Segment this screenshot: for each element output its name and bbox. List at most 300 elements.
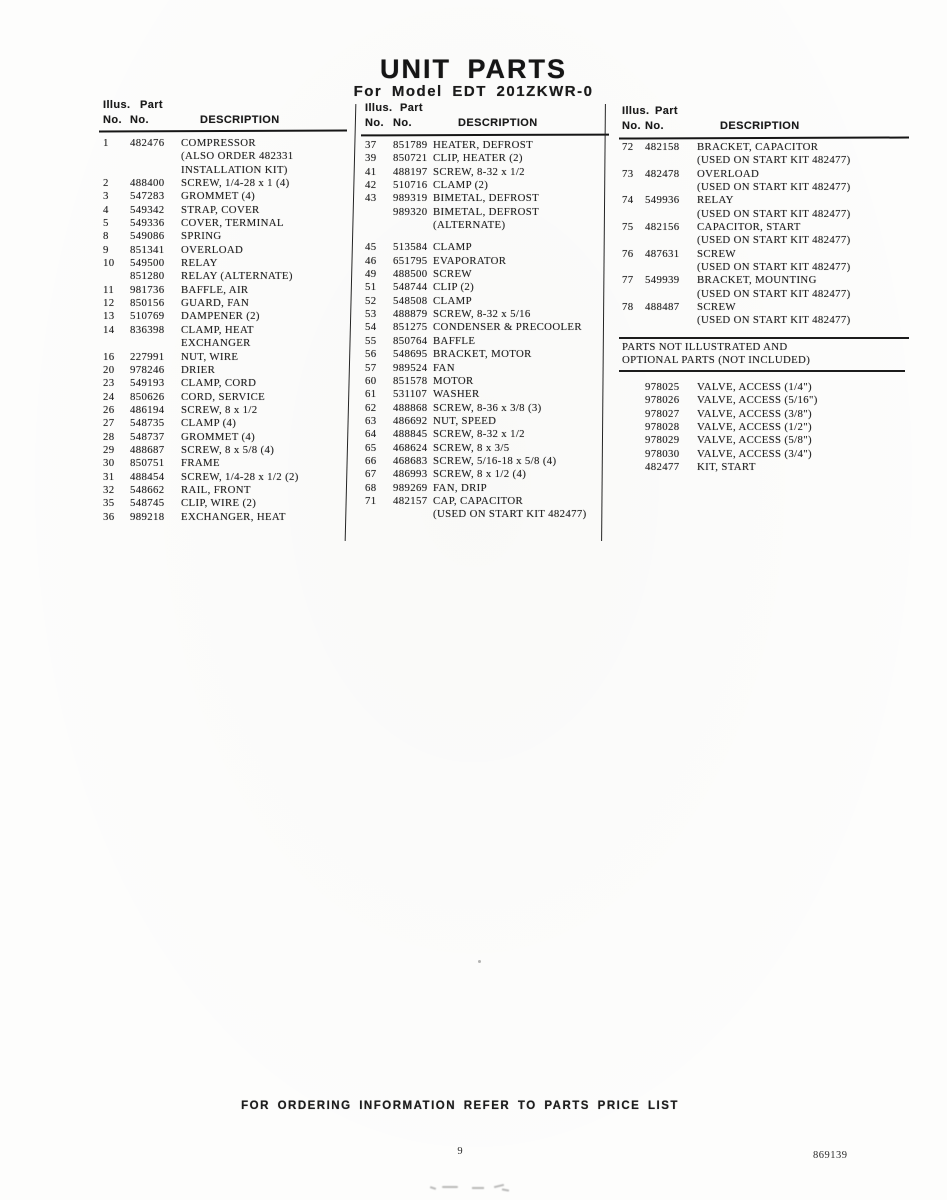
part-description: COVER, TERMINAL: [181, 217, 284, 230]
part-no: 989524: [393, 361, 428, 374]
table-row: [100, 257, 352, 270]
part-no: 548744: [393, 281, 428, 294]
illus-no: 31: [103, 470, 115, 483]
part-no: 549193: [130, 377, 165, 390]
illus-no: 76: [622, 247, 634, 260]
part-description: RELAY: [181, 257, 218, 270]
table-row: [362, 442, 608, 455]
table-row: [620, 221, 910, 234]
table-row: [620, 154, 910, 167]
illus-header-label: Illus.: [365, 102, 393, 114]
header-line-2: [620, 120, 910, 135]
part-no: 978028: [645, 421, 680, 434]
header-line-1: [100, 99, 352, 114]
ordering-note: FOR ORDERING INFORMATION REFER TO PARTS PRICE LIST: [241, 1100, 679, 1112]
part-no: 488845: [393, 428, 428, 441]
part-no: 548508: [393, 294, 428, 307]
part-no: 851341: [130, 243, 165, 256]
table-row: [620, 421, 910, 434]
part-no: 851275: [393, 321, 428, 334]
illus-no: 67: [365, 468, 377, 481]
table-row: [100, 364, 352, 377]
part-description: SCREW: [433, 268, 472, 281]
part-no: 978029: [645, 434, 680, 447]
table-row: [100, 377, 352, 390]
scan-smudge-artifact: [428, 1183, 518, 1193]
illus-no: 28: [103, 430, 115, 443]
illus-no: 75: [622, 221, 634, 234]
part-description: VALVE, ACCESS (1/4"): [697, 381, 812, 393]
illus-no: 29: [103, 443, 115, 456]
part-no-label: No.: [393, 117, 412, 129]
part-description: (USED ON START KIT 482477): [697, 234, 851, 247]
part-description: HEATER, DEFROST: [433, 139, 534, 151]
table-row: [620, 434, 910, 447]
part-description: (ALSO ORDER 482331: [181, 150, 294, 163]
part-description: OVERLOAD: [181, 243, 244, 256]
illus-no: 65: [365, 441, 377, 454]
scan-dot-artifact: [478, 960, 481, 963]
part-description: SCREW, 8 x 1/2 (4): [433, 468, 527, 481]
table-row: [100, 337, 352, 350]
part-no: 850626: [130, 390, 165, 403]
table-row: [620, 141, 910, 154]
illus-no: 35: [103, 497, 115, 510]
illus-no: 72: [622, 141, 634, 153]
illus-no: 64: [365, 428, 377, 441]
part-description: SCREW, 8 x 1/2: [181, 403, 258, 416]
part-no: 978027: [645, 407, 680, 420]
parts-column-1: [100, 99, 352, 524]
part-description: BRACKET, MOUNTING: [697, 274, 817, 287]
part-no: 549936: [645, 194, 680, 207]
illus-no: 37: [365, 139, 377, 151]
illus-no: 27: [103, 417, 115, 430]
table-row: [362, 219, 608, 232]
part-description: INSTALLATION KIT): [181, 163, 288, 176]
table-row: [362, 152, 608, 165]
part-no: 488487: [645, 301, 680, 314]
part-no: 850156: [130, 297, 165, 310]
table-row: [100, 177, 352, 190]
table-row: [100, 284, 352, 297]
illus-no-label: No.: [103, 114, 122, 126]
illus-no: 8: [103, 230, 109, 243]
part-description: SCREW, 5/16-18 x 5/8 (4): [433, 454, 557, 467]
illus-no: 41: [365, 165, 377, 178]
part-description: SCREW, 8 x 3/5: [433, 441, 510, 454]
part-no: 651795: [393, 254, 428, 267]
illus-no: 66: [365, 454, 377, 467]
illus-no: 14: [103, 323, 115, 336]
part-description: RELAY: [697, 194, 734, 207]
part-no: 487631: [645, 247, 680, 260]
part-no: 482156: [645, 221, 680, 234]
illus-no: 46: [365, 254, 377, 267]
illus-no: 39: [365, 152, 377, 165]
column-header: [620, 105, 910, 135]
part-no: 488500: [393, 268, 428, 281]
part-no: 549500: [130, 257, 165, 270]
not-illustrated-heading-line2: OPTIONAL PARTS (NOT INCLUDED): [622, 354, 811, 367]
header-line-1: [620, 105, 910, 120]
header-line-2: [362, 117, 608, 132]
table-row: [620, 168, 910, 181]
illus-no: 11: [103, 283, 115, 296]
table-row: [362, 281, 608, 294]
part-no: 989218: [130, 510, 165, 523]
part-no: 981736: [130, 283, 165, 296]
illus-no: 16: [103, 350, 115, 363]
table-row: [100, 137, 352, 150]
part-no: 488879: [393, 308, 428, 321]
part-description: (USED ON START KIT 482477): [697, 207, 851, 220]
part-description: (USED ON START KIT 482477): [433, 508, 587, 521]
part-no: 486993: [393, 468, 428, 481]
part-description: CLAMP (2): [433, 179, 489, 192]
part-no: 513584: [393, 241, 428, 254]
table-row: [362, 388, 608, 401]
part-description: CAPACITOR, START: [697, 221, 801, 234]
header-rule: [619, 136, 909, 139]
part-no: 851789: [393, 139, 428, 151]
illus-no: 3: [103, 190, 109, 203]
part-no: 488197: [393, 165, 428, 178]
table-row: [620, 274, 910, 287]
part-no: 548737: [130, 430, 165, 443]
table-row: [100, 471, 352, 484]
part-no: 989319: [393, 192, 428, 205]
table-row: [620, 261, 910, 274]
part-description: CLIP (2): [433, 281, 475, 294]
table-row: [100, 230, 352, 243]
illus-no: 74: [622, 194, 634, 207]
illus-no: 26: [103, 403, 115, 416]
part-description: VALVE, ACCESS (5/8"): [697, 434, 812, 447]
part-no: 549086: [130, 230, 165, 243]
illus-no: 42: [365, 179, 377, 192]
part-description: OVERLOAD: [697, 167, 760, 180]
parts-rows: [362, 139, 608, 522]
part-description: GUARD, FAN: [181, 297, 250, 310]
table-row: [620, 301, 910, 314]
table-row: [362, 139, 608, 152]
header-line-1: [362, 102, 608, 117]
part-description: VALVE, ACCESS (3/4"): [697, 447, 812, 460]
illus-no: 24: [103, 390, 115, 403]
part-no: 989320: [393, 205, 428, 218]
table-row: [100, 391, 352, 404]
part-description: CONDENSER & PRECOOLER: [433, 321, 582, 334]
part-description: (USED ON START KIT 482477): [697, 181, 851, 194]
table-row: [362, 468, 608, 481]
part-header-label: Part: [140, 99, 163, 111]
table-row: [362, 308, 608, 321]
illus-no: 55: [365, 334, 377, 347]
illus-no: 2: [103, 177, 109, 190]
part-no: 548662: [130, 483, 165, 496]
parts-rows: [620, 141, 910, 328]
header-line-2: [100, 114, 352, 129]
table-row: [620, 248, 910, 261]
illus-no: 77: [622, 274, 634, 287]
description-label: DESCRIPTION: [458, 117, 538, 129]
part-description: MOTOR: [433, 374, 474, 387]
part-description: SCREW: [697, 247, 736, 260]
illus-no: 43: [365, 192, 377, 205]
table-row: [362, 455, 608, 468]
not-illustrated-heading: [622, 341, 810, 368]
illus-no: 52: [365, 294, 377, 307]
part-no: 227991: [130, 350, 165, 363]
table-row: [100, 204, 352, 217]
table-row: [362, 508, 608, 521]
part-no: 488454: [130, 470, 165, 483]
part-no: 549939: [645, 274, 680, 287]
part-description: CLIP, HEATER (2): [433, 152, 523, 165]
part-no: 468683: [393, 454, 428, 467]
part-no: 978026: [645, 394, 680, 407]
table-row: [100, 404, 352, 417]
part-description: GROMMET (4): [181, 190, 256, 203]
part-description: SCREW, 8-32 x 1/2: [433, 165, 525, 178]
table-row: [620, 194, 910, 207]
table-row: [100, 244, 352, 257]
part-description: CLIP, WIRE (2): [181, 497, 257, 510]
table-row: [620, 448, 910, 461]
part-no: 486692: [393, 414, 428, 427]
table-row: [620, 381, 910, 394]
part-no: 549342: [130, 203, 165, 216]
illus-no: 45: [365, 241, 377, 254]
part-no: 978030: [645, 447, 680, 460]
part-description: SCREW, 1/4-28 x 1 (4): [181, 177, 290, 190]
illus-no: 54: [365, 321, 377, 334]
part-description: CLAMP, HEAT: [181, 323, 254, 336]
part-description: BIMETAL, DEFROST: [433, 192, 540, 205]
part-no: 851280: [130, 270, 165, 283]
illus-no-label: No.: [622, 120, 641, 132]
part-no: 548735: [130, 417, 165, 430]
part-description: SCREW, 8-36 x 3/8 (3): [433, 401, 542, 414]
not-illustrated-heading-line1: PARTS NOT ILLUSTRATED AND: [622, 341, 788, 353]
table-row: [362, 402, 608, 415]
part-description: BAFFLE, AIR: [181, 283, 249, 296]
illus-no: 68: [365, 481, 377, 494]
part-description: BAFFLE: [433, 334, 476, 347]
section-rule-top: [619, 337, 909, 339]
part-no: 850764: [393, 334, 428, 347]
part-description: DRIER: [181, 363, 216, 376]
part-description: NUT, SPEED: [433, 414, 497, 427]
part-description: VALVE, ACCESS (3/8"): [697, 407, 812, 420]
part-no: 547283: [130, 190, 165, 203]
part-description: SCREW, 8-32 x 5/16: [433, 308, 531, 321]
illus-no: 61: [365, 388, 377, 401]
part-description: BIMETAL, DEFROST: [433, 205, 540, 218]
part-description: WASHER: [433, 388, 480, 401]
table-row: [620, 461, 910, 474]
part-no: 548745: [130, 497, 165, 510]
illus-no: 56: [365, 348, 377, 361]
part-no: 488687: [130, 443, 165, 456]
row-spacer: [362, 232, 608, 241]
part-no: 486194: [130, 403, 165, 416]
table-row: [362, 348, 608, 361]
table-row: [362, 295, 608, 308]
illus-no: 73: [622, 167, 634, 180]
part-description: BRACKET, CAPACITOR: [697, 141, 819, 153]
part-description: FAN: [433, 361, 455, 374]
illus-no: 36: [103, 510, 115, 523]
part-no: 850721: [393, 152, 428, 165]
part-no: 482477: [645, 461, 680, 474]
table-row: [100, 217, 352, 230]
part-no: 549336: [130, 217, 165, 230]
illus-header-label: Illus.: [622, 105, 650, 117]
table-row: [362, 362, 608, 375]
part-description: COMPRESSOR: [181, 137, 256, 149]
part-description: DAMPENER (2): [181, 310, 260, 323]
table-row: [362, 166, 608, 179]
part-description: RELAY (ALTERNATE): [181, 270, 293, 283]
part-description: STRAP, COVER: [181, 203, 260, 216]
illus-no: 63: [365, 414, 377, 427]
table-row: [362, 415, 608, 428]
part-description: (USED ON START KIT 482477): [697, 261, 851, 274]
part-no: 482476: [130, 137, 165, 149]
illus-no: 10: [103, 257, 115, 270]
table-row: [100, 351, 352, 364]
part-description: SCREW, 1/4-28 x 1/2 (2): [181, 470, 299, 483]
part-description: RAIL, FRONT: [181, 483, 251, 496]
part-header-label: Part: [655, 105, 678, 117]
illus-no: 20: [103, 363, 115, 376]
table-row: [362, 192, 608, 205]
table-row: [620, 181, 910, 194]
illus-no: 13: [103, 310, 115, 323]
table-row: [362, 428, 608, 441]
part-description: CLAMP: [433, 241, 472, 254]
table-row: [362, 206, 608, 219]
table-row: [100, 457, 352, 470]
illus-no: 4: [103, 203, 109, 216]
table-row: [100, 270, 352, 283]
illus-no: 78: [622, 301, 634, 314]
part-no: 482157: [393, 494, 428, 507]
part-no-label: No.: [130, 114, 149, 126]
illus-no-label: No.: [365, 117, 384, 129]
part-description: EXCHANGER: [181, 337, 251, 350]
part-description: CLAMP: [433, 294, 472, 307]
table-row: [362, 241, 608, 254]
table-row: [100, 511, 352, 524]
part-no: 488868: [393, 401, 428, 414]
table-row: [100, 310, 352, 323]
part-description: SCREW: [697, 301, 736, 314]
table-row: [362, 482, 608, 495]
parts-rows: [100, 137, 352, 524]
part-description: (USED ON START KIT 482477): [697, 287, 851, 300]
illus-no: 32: [103, 483, 115, 496]
part-description: FRAME: [181, 457, 220, 470]
part-no: 482478: [645, 167, 680, 180]
description-label: DESCRIPTION: [200, 114, 280, 126]
part-no: 978025: [645, 381, 680, 393]
part-description: SCREW, 8 x 5/8 (4): [181, 443, 275, 456]
illus-no: 71: [365, 494, 377, 507]
illus-header-label: Illus.: [103, 99, 131, 111]
table-row: [100, 417, 352, 430]
part-no: 468624: [393, 441, 428, 454]
part-description: VALVE, ACCESS (5/16"): [697, 394, 818, 407]
table-row: [620, 394, 910, 407]
table-row: [362, 375, 608, 388]
illus-no: 53: [365, 308, 377, 321]
part-no: 989269: [393, 481, 428, 494]
part-description: (USED ON START KIT 482477): [697, 314, 851, 327]
part-description: (USED ON START KIT 482477): [697, 154, 851, 167]
table-row: [362, 268, 608, 281]
table-row: [620, 208, 910, 221]
column-header: [362, 102, 608, 132]
table-row: [100, 484, 352, 497]
table-row: [100, 150, 352, 163]
part-no: 510716: [393, 179, 428, 192]
table-row: [362, 321, 608, 334]
illus-no: 51: [365, 281, 377, 294]
part-description: FAN, DRIP: [433, 481, 487, 494]
part-description: SPRING: [181, 230, 222, 243]
table-row: [100, 497, 352, 510]
not-illustrated-rows: [620, 381, 910, 474]
part-description: EXCHANGER, HEAT: [181, 510, 286, 523]
page-number: 9: [457, 1146, 463, 1157]
illus-no: 60: [365, 374, 377, 387]
part-description: CORD, SERVICE: [181, 390, 266, 403]
part-no: 510769: [130, 310, 165, 323]
model-subtitle: For Model EDT 201ZKWR-0: [353, 83, 594, 100]
part-no: 548695: [393, 348, 428, 361]
illus-no: 62: [365, 401, 377, 414]
parts-column-2: [362, 102, 608, 522]
table-row: [100, 190, 352, 203]
table-row: [362, 179, 608, 192]
part-no-label: No.: [645, 120, 664, 132]
part-description: BRACKET, MOTOR: [433, 348, 532, 361]
illus-no: 49: [365, 268, 377, 281]
table-row: [100, 297, 352, 310]
table-row: [620, 288, 910, 301]
part-no: 531107: [393, 388, 428, 401]
table-row: [362, 255, 608, 268]
illus-no: 1: [103, 137, 109, 149]
part-description: (ALTERNATE): [433, 219, 506, 232]
illus-no: 30: [103, 457, 115, 470]
table-row: [620, 408, 910, 421]
table-row: [620, 234, 910, 247]
part-description: GROMMET (4): [181, 430, 256, 443]
part-no: 850751: [130, 457, 165, 470]
part-description: KIT, START: [697, 461, 756, 474]
illus-no: 23: [103, 377, 115, 390]
header-rule: [361, 133, 609, 136]
illus-no: 9: [103, 243, 109, 256]
description-label: DESCRIPTION: [720, 120, 800, 132]
part-description: VALVE, ACCESS (1/2"): [697, 421, 812, 434]
part-no: 978246: [130, 363, 165, 376]
document-number: 869139: [813, 1150, 848, 1161]
